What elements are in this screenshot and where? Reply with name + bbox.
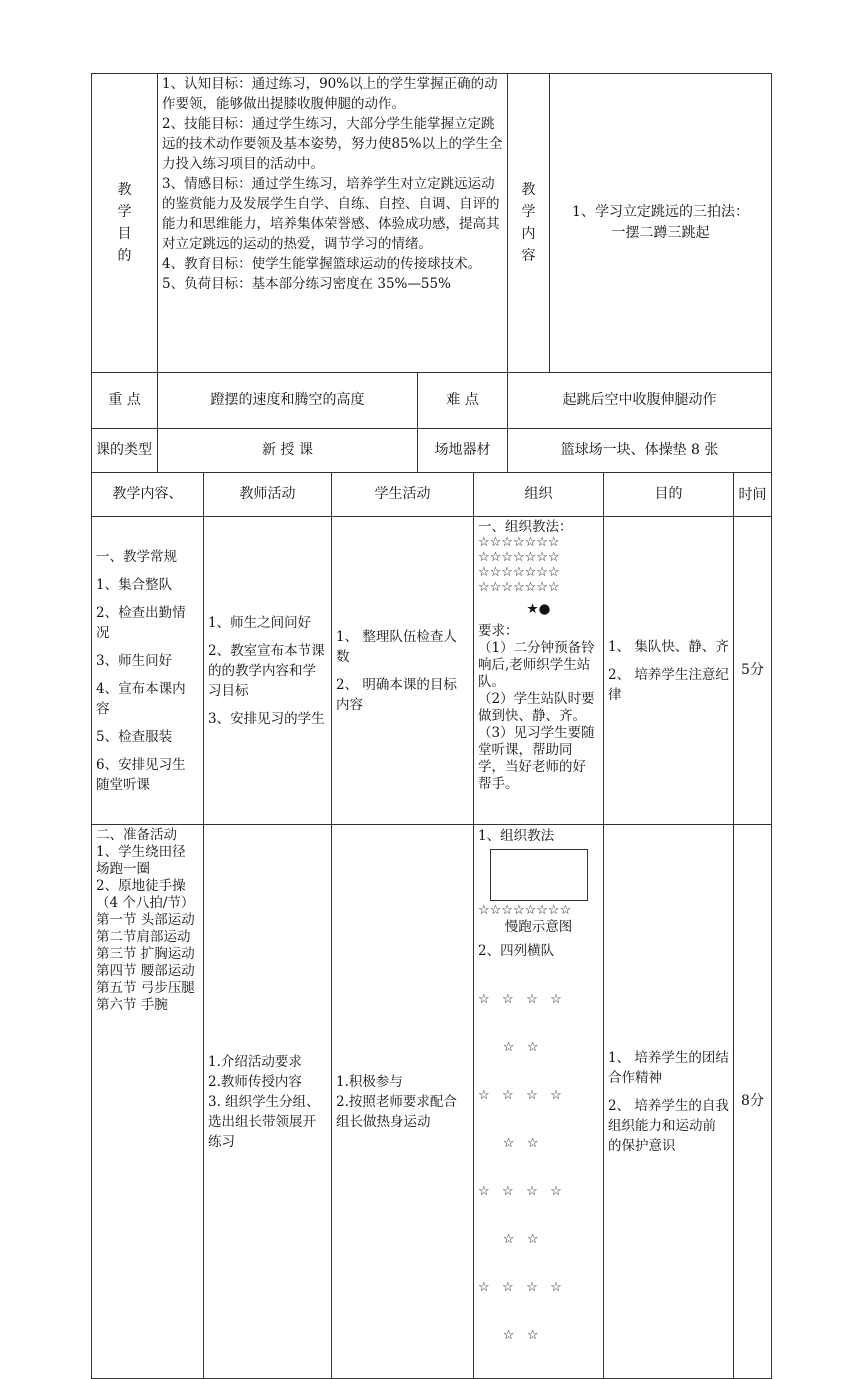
warmup-teacher [204, 825, 332, 1379]
purpose-line: 1、 集队快、静、齐 [608, 638, 729, 655]
lesson-main-table [91, 472, 772, 1379]
student-line: 2、 明确本课的目标内容 [336, 676, 457, 713]
star-row: ☆ ☆ ☆ ☆ [478, 1184, 562, 1199]
routine-purpose [604, 517, 734, 825]
objective-header: 教 学 目 的 [92, 74, 158, 373]
content-line: 1、集合整队 [96, 576, 173, 593]
track-diagram [490, 849, 588, 901]
warmup-organization [474, 825, 604, 1379]
warmup-time: 8分 [734, 825, 772, 1379]
star-row: ☆ ☆ ☆ ☆ [478, 1088, 562, 1103]
student-line: 2.按照老师要求配合组长做热身运动 [336, 1093, 457, 1130]
routine-teacher [204, 517, 332, 825]
teacher-line: 2、教室宣布本节课的的教学内容和学习目标 [208, 642, 325, 699]
routine-organization [474, 517, 604, 825]
content-line: 第一节 头部运动 [96, 912, 195, 928]
run-caption: 慢跑示意图 [504, 919, 573, 935]
key-label: 重 点 [92, 373, 158, 429]
star-row: ☆ ☆ [478, 1328, 539, 1343]
difficulty-text: 起跳后空中收腹伸腿动作 [508, 373, 772, 429]
objective-3: 3、情感目标：通过学生练习，培养学生对立定跳远运动的鉴赏能力及发展学生自学、自练、自控、自调、自评的能力和思维能力，培养集体荣誉感、体验成功感，提高其对立定跳远的运动的热爱，调节学习的情绪。 [162, 176, 500, 252]
star-row: ☆☆☆☆☆☆☆ [478, 535, 560, 550]
content-line: 1、学生绕田径场跑一圈 [96, 844, 186, 877]
header-purpose: 目的 [604, 473, 734, 517]
content-line: 第三节 扩胸运动 [96, 946, 195, 962]
difficulty-label: 难 点 [418, 373, 508, 429]
star-row: ☆☆☆☆☆☆☆ [478, 565, 560, 580]
star-row: ☆ ☆ [478, 1040, 539, 1055]
org-title: 一、组织教法： [478, 519, 573, 535]
purpose-line: 2、 培养学生的自我组织能力和运动前的保护意识 [608, 1097, 729, 1154]
header-organization: 组织 [474, 473, 604, 517]
star-row: ☆ ☆ [478, 1232, 539, 1247]
teacher-line: 3. 组织学生分组、选出组长带领展开练习 [208, 1093, 320, 1150]
star-row: ☆ ☆ ☆ ☆ [478, 1280, 562, 1295]
content-line: 第五节 弓步压腿 [96, 980, 195, 996]
header-time: 时间 [734, 473, 772, 517]
lesson-plan-page [91, 73, 771, 1379]
warmup-student [332, 825, 474, 1379]
org-title: 1、组织教法 [478, 828, 555, 844]
objective-5: 5、负荷目标：基本部分练习密度在 35%—55% [162, 276, 451, 292]
content-text: 1、学习立定跳远的三拍法： 一摆二蹲三跳起 [550, 74, 772, 373]
objective-4: 4、教育目标：使学生能掌握篮球运动的传接球技术。 [162, 256, 482, 272]
purpose-line: 2、 培养学生注意纪律 [608, 666, 729, 703]
content-header: 教 学 内 容 [508, 74, 550, 373]
objectives-table [91, 73, 772, 373]
content-line: 二、准备活动 [96, 827, 177, 843]
section-routine-row [92, 517, 772, 825]
formation-stars [478, 535, 599, 595]
venue-label: 场地器材 [418, 429, 508, 473]
objective-1: 1、认知目标：通过练习，90%以上的学生掌握正确的动作要领，能够做出提膝收腹伸腿的动作。 [162, 76, 498, 112]
line-formation [478, 960, 599, 1376]
star-row: ☆☆☆☆☆☆☆ [478, 580, 560, 595]
lesson-type-text: 新 授 课 [158, 429, 418, 473]
content-line: 一、教学常规 [96, 548, 177, 565]
content-line: 5、检查服装 [96, 728, 173, 745]
teacher-marker: ★● [526, 601, 551, 617]
objective-2: 2、技能目标：通过学生练习，大部分学生能掌握立定跳远的技术动作要领及基本姿势，努力使85%以上的学生全力投入练习项目的活动中。 [162, 116, 503, 172]
content-line: 第六节 手腕 [96, 997, 168, 1013]
teacher-line: 2.教师传授内容 [208, 1073, 302, 1090]
warmup-content [92, 825, 204, 1379]
venue-text: 篮球场一块、体操垫 8 张 [508, 429, 772, 473]
teacher-line: 1、师生之间问好 [208, 614, 312, 631]
header-teacher: 教师活动 [204, 473, 332, 517]
routine-time: 5分 [734, 517, 772, 825]
objective-list [158, 74, 508, 373]
warmup-purpose [604, 825, 734, 1379]
content-line: 2、原地徒手操（4 个八拍/节） [96, 878, 195, 911]
student-line: 1、 整理队伍检查人数 [336, 628, 457, 665]
star-row: ☆ ☆ ☆ ☆ [478, 992, 562, 1007]
purpose-line: 1、 培养学生的团结合作精神 [608, 1049, 729, 1086]
org-requirement: 要求： [478, 623, 519, 639]
teacher-line: 3、安排见习的学生 [208, 710, 325, 727]
header-content: 教学内容、 [92, 473, 204, 517]
content-line: 4、宣布本课内容 [96, 680, 186, 717]
section-warmup-row [92, 825, 772, 1379]
teacher-line: 1.介绍活动要求 [208, 1053, 302, 1070]
lesson-type-label: 课的类型 [92, 429, 158, 473]
content-line: 第二节肩部运动 [96, 929, 191, 945]
header-student: 学生活动 [332, 473, 474, 517]
routine-content [92, 517, 204, 825]
key-points-table [91, 372, 772, 473]
key-text: 蹬摆的速度和腾空的高度 [158, 373, 418, 429]
star-row: ☆ ☆ [478, 1136, 539, 1151]
routine-student [332, 517, 474, 825]
org-requirement: （2）学生站队时要做到快、静、齐。 [478, 691, 595, 724]
content-line: 2、检查出勤情况 [96, 604, 186, 641]
content-line: 第四节 腰部运动 [96, 963, 195, 979]
org-requirement: （1）二分钟预备铃响后,老师织学生站队。 [478, 640, 595, 690]
student-line: 1.积极参与 [336, 1073, 403, 1090]
run-stars: ☆☆☆☆☆☆☆☆ [478, 903, 572, 918]
org-title: 2、四列横队 [478, 943, 555, 959]
org-requirement: （3）见习学生要随堂听课，帮助同学，当好老师的好帮手。 [478, 725, 595, 792]
content-line: 3、师生问好 [96, 652, 173, 669]
star-row: ☆☆☆☆☆☆☆ [478, 550, 560, 565]
content-line: 6、安排见习生 随堂听课 [96, 756, 186, 793]
